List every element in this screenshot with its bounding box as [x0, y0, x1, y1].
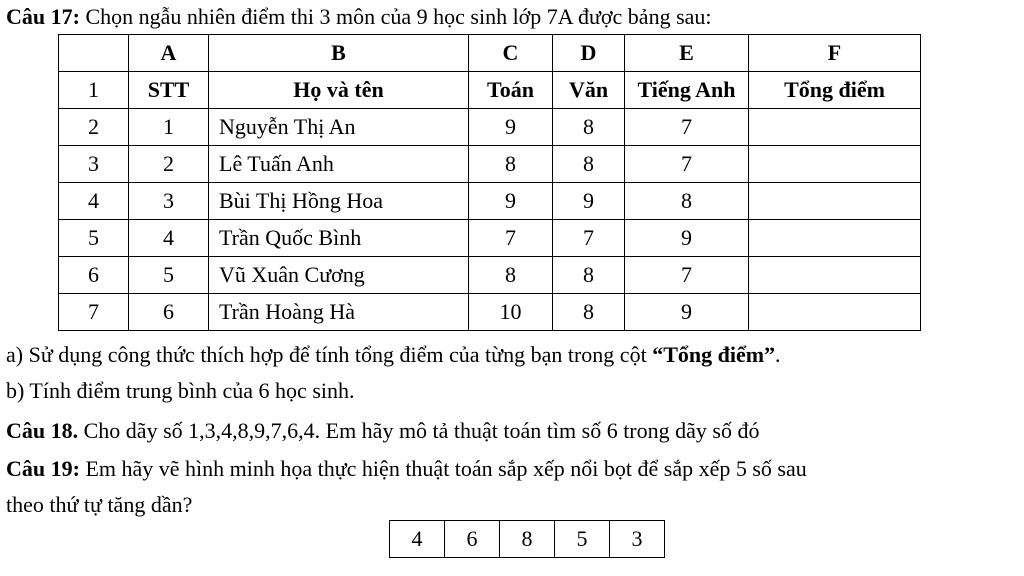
tieng-anh-cell: 7: [625, 109, 749, 146]
corner-cell: [59, 35, 129, 72]
tong-diem-cell: [749, 220, 921, 257]
question-18-label: Câu 18.: [6, 418, 79, 443]
table-row: [59, 294, 921, 331]
header-tieng-anh: Tiếng Anh: [625, 72, 749, 109]
question-19-text: Em hãy vẽ hình minh họa thực hiện thuật toán sắp xếp nổi bọt để sắp xếp 5 số sau: [79, 456, 807, 481]
question-19-continuation: [6, 492, 192, 518]
toan-cell: 7: [469, 220, 553, 257]
row-number: 3: [59, 146, 129, 183]
question-17: [6, 4, 712, 30]
table-row: [59, 183, 921, 220]
van-cell: 8: [553, 294, 625, 331]
column-letter: F: [749, 35, 921, 72]
sequence-number: 4: [390, 521, 445, 558]
question-17-label: Câu 17:: [6, 4, 80, 29]
row-number: 5: [59, 220, 129, 257]
question-17a-emphasis: “Tổng điểm”: [652, 342, 776, 367]
column-letter: B: [209, 35, 469, 72]
question-18-text: Cho dãy số 1,3,4,8,9,7,6,4. Em hãy mô tả thuật toán tìm số 6 trong dãy số đó: [78, 418, 760, 443]
toan-cell: 9: [469, 183, 553, 220]
question-18: [6, 418, 759, 444]
column-letter: A: [129, 35, 209, 72]
toan-cell: 10: [469, 294, 553, 331]
question-17b-text: b) Tính điểm trung bình của 6 học sinh.: [6, 378, 355, 403]
header-tong-diem: Tổng điểm: [749, 72, 921, 109]
column-letter: D: [553, 35, 625, 72]
column-letter: E: [625, 35, 749, 72]
header-toan: Toán: [469, 72, 553, 109]
van-cell: 8: [553, 146, 625, 183]
score-table: [58, 34, 921, 331]
toan-cell: 8: [469, 257, 553, 294]
row-number: 7: [59, 294, 129, 331]
tong-diem-cell: [749, 109, 921, 146]
tong-diem-cell: [749, 257, 921, 294]
header-row: [59, 72, 921, 109]
van-cell: 7: [553, 220, 625, 257]
stt-cell: 5: [129, 257, 209, 294]
van-cell: 9: [553, 183, 625, 220]
stt-cell: 1: [129, 109, 209, 146]
question-17a-end: .: [775, 342, 781, 367]
tieng-anh-cell: 8: [625, 183, 749, 220]
question-17-text: Chọn ngẫu nhiên điểm thi 3 môn của 9 học sinh lớp 7A được bảng sau:: [79, 4, 712, 29]
name-cell: Vũ Xuân Cương: [209, 257, 469, 294]
question-17a-text: a) Sử dụng công thức thích hợp để tính tổng điểm của từng bạn trong cột: [6, 342, 653, 367]
name-cell: Nguyễn Thị An: [209, 109, 469, 146]
table-row: [59, 146, 921, 183]
sequence-number: 6: [445, 521, 500, 558]
stt-cell: 4: [129, 220, 209, 257]
header-name: Họ và tên: [209, 72, 469, 109]
tieng-anh-cell: 9: [625, 220, 749, 257]
tong-diem-cell: [749, 294, 921, 331]
stt-cell: 2: [129, 146, 209, 183]
sequence-number: 8: [500, 521, 555, 558]
tong-diem-cell: [749, 146, 921, 183]
sequence-number: 5: [555, 521, 610, 558]
toan-cell: 8: [469, 146, 553, 183]
van-cell: 8: [553, 109, 625, 146]
table-row: [59, 109, 921, 146]
column-letter: C: [469, 35, 553, 72]
row-number: 1: [59, 72, 129, 109]
name-cell: Bùi Thị Hồng Hoa: [209, 183, 469, 220]
header-stt: STT: [129, 72, 209, 109]
name-cell: Trần Hoàng Hà: [209, 294, 469, 331]
tieng-anh-cell: 9: [625, 294, 749, 331]
question-19-text-2: theo thứ tự tăng dần?: [6, 492, 193, 517]
question-19: [6, 456, 807, 482]
stt-cell: 6: [129, 294, 209, 331]
name-cell: Trần Quốc Bình: [209, 220, 469, 257]
row-number: 4: [59, 183, 129, 220]
row-number: 6: [59, 257, 129, 294]
sequence-number: 3: [610, 521, 665, 558]
question-17b: [6, 378, 355, 404]
name-cell: Lê Tuấn Anh: [209, 146, 469, 183]
toan-cell: 9: [469, 109, 553, 146]
tieng-anh-cell: 7: [625, 146, 749, 183]
row-number: 2: [59, 109, 129, 146]
table-row: [59, 220, 921, 257]
column-letter-row: [59, 35, 921, 72]
table-row: [59, 257, 921, 294]
van-cell: 8: [553, 257, 625, 294]
header-van: Văn: [553, 72, 625, 109]
question-19-label: Câu 19:: [6, 456, 80, 481]
tong-diem-cell: [749, 183, 921, 220]
question-17a: [6, 342, 781, 368]
tieng-anh-cell: 7: [625, 257, 749, 294]
number-sequence: [389, 520, 665, 558]
stt-cell: 3: [129, 183, 209, 220]
